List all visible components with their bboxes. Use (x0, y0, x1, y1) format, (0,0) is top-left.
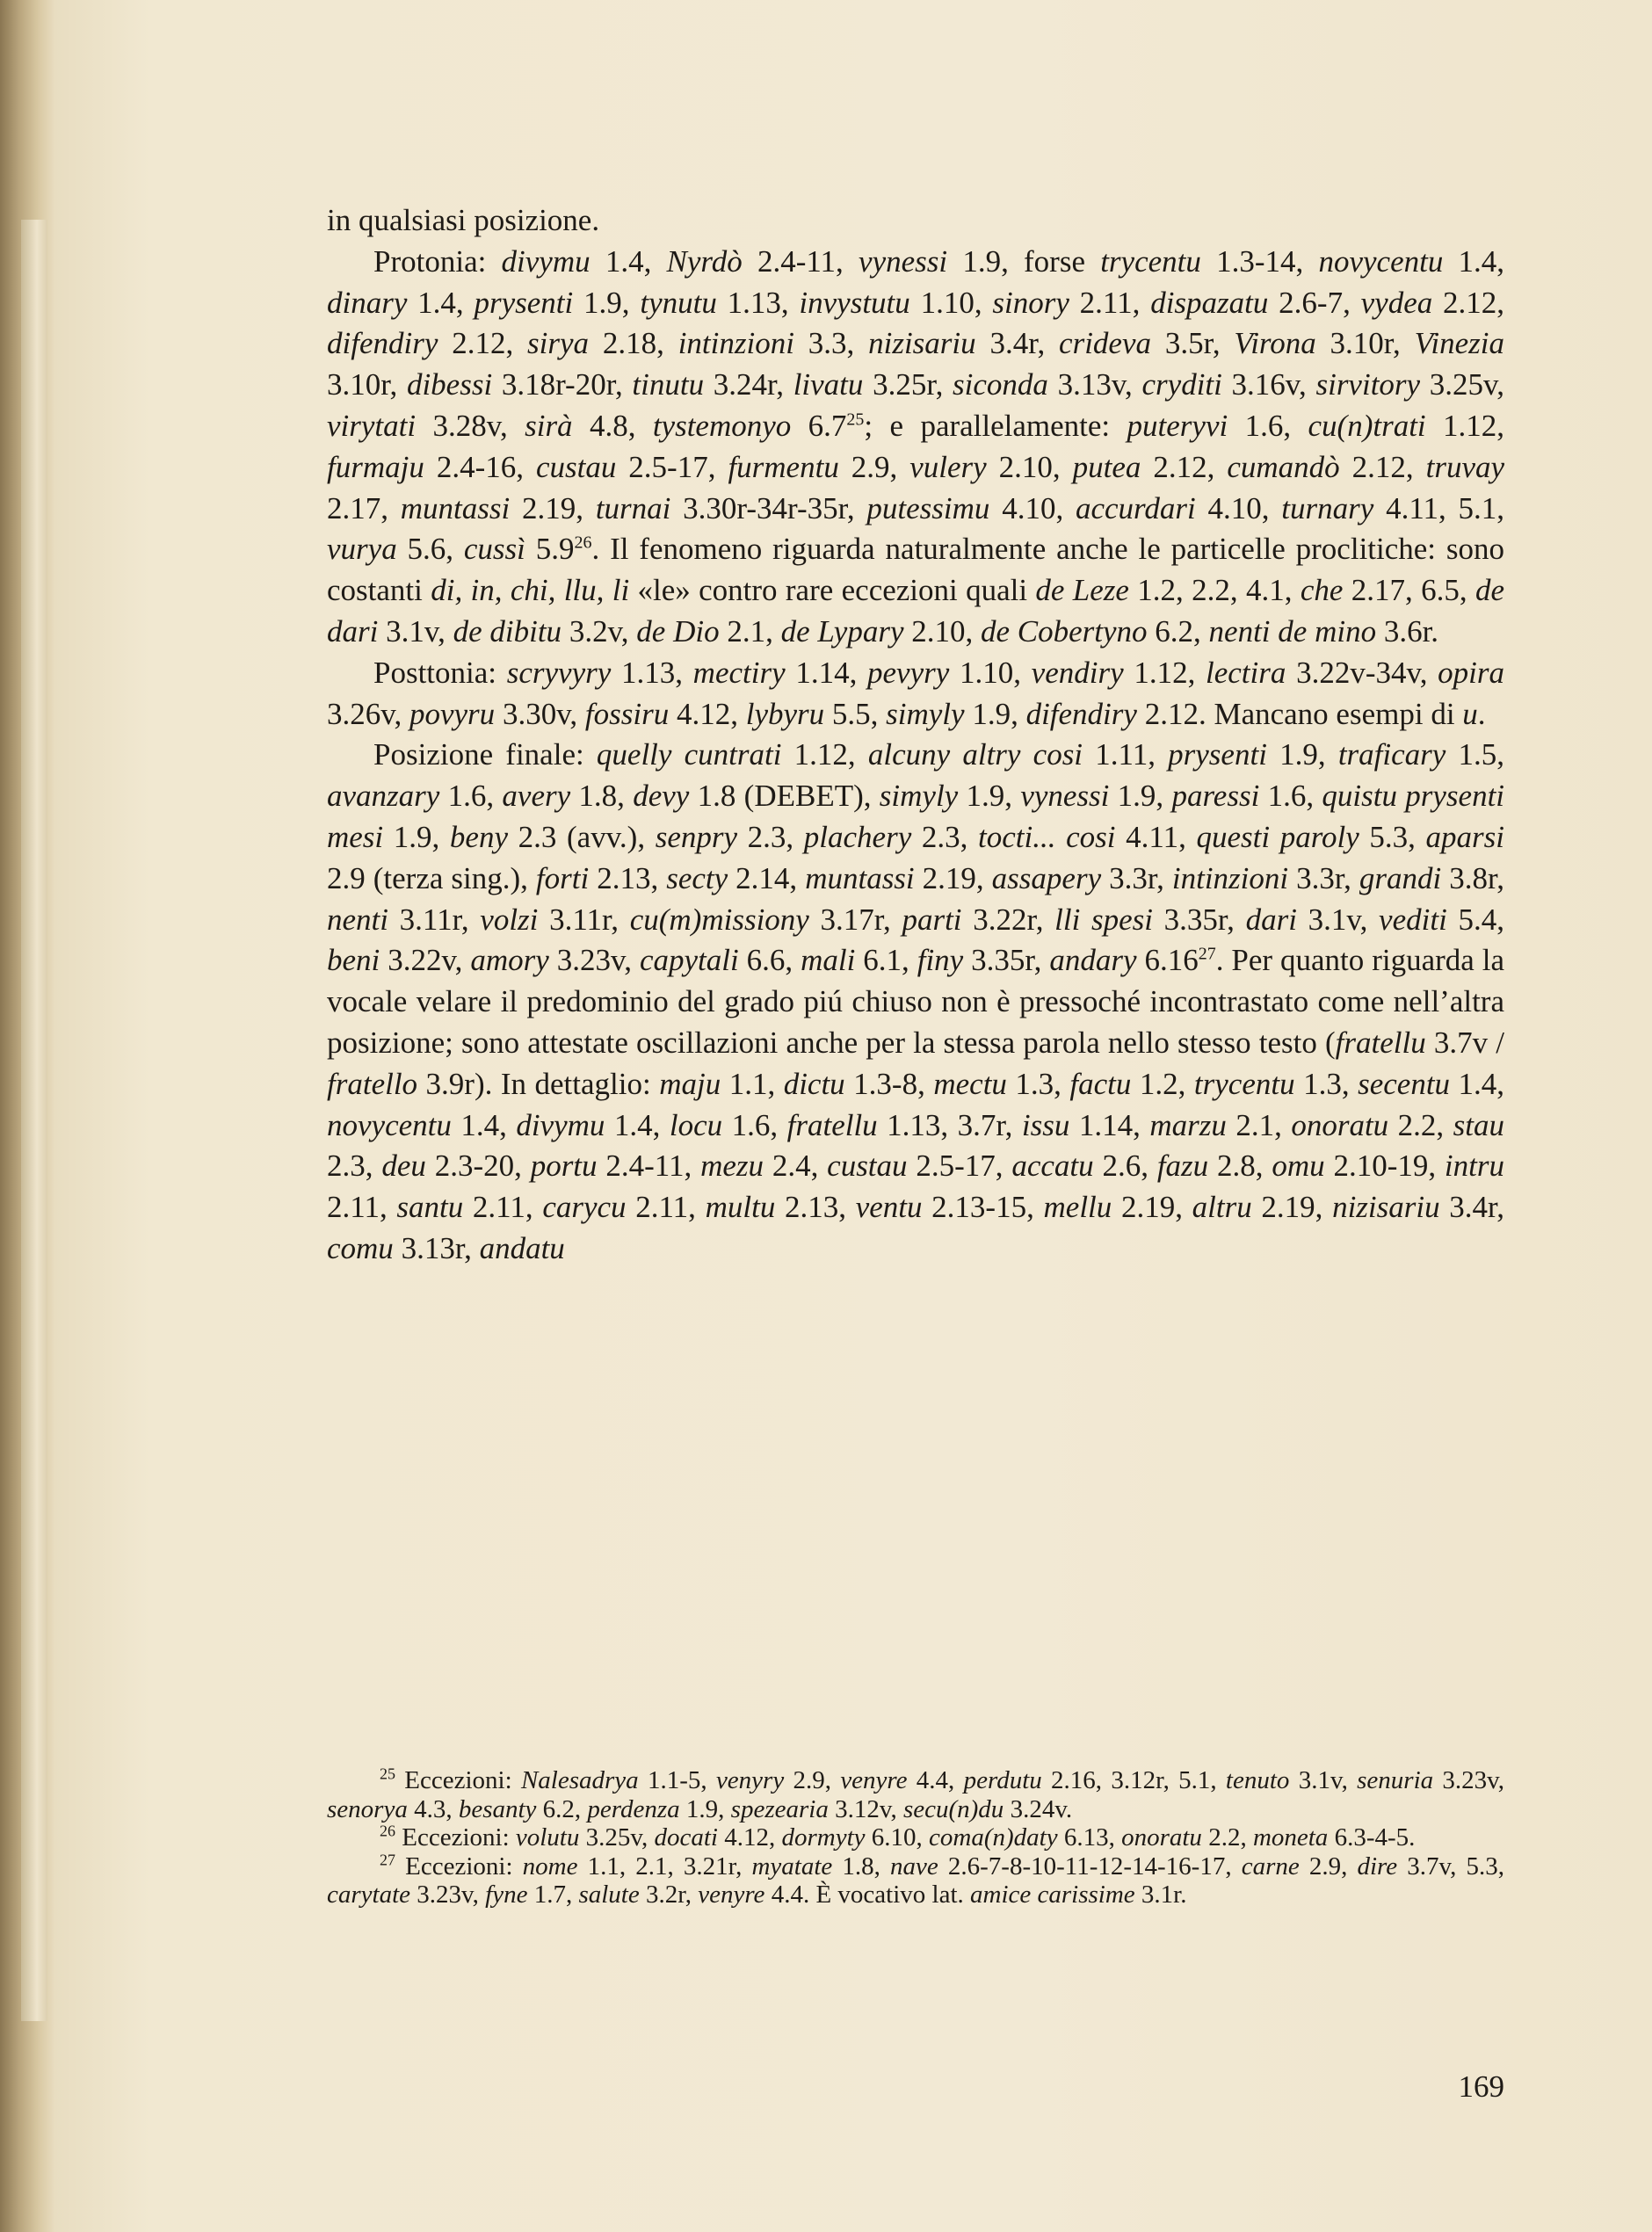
footnote-25: $^{25}$ Eccezioni: Nalesadrya 1.1-5, venyry 2.9, venyre 4.4, perdutu 2.16, 3.12r, 5.1, tenuto 3.1v, senuria 3.23v, senorya 4.3, besanty 6.2, perdenza 1.9, spezearia 3.12v, secu(n)du 3.24v. (327, 1765, 1505, 1823)
page-number: 169 (1458, 2069, 1504, 2104)
footnote-ref-25: 25 (846, 409, 865, 430)
paragraph-posizione-finale: Posizione finale: quelly cuntrati 1.12, alcuny altry cosi 1.11, prysenti 1.9, traficary 1.5, avanzary 1.6, avery 1.8, devy 1.8 (DEBET), simyly 1.9, vynessi 1.9, paressi 1.6, quistu prysenti mesi 1.9, beny 2.3 (avv.), senpry 2.3, plachery 2.3, tocti... cosi 4.11, questi paroly 5.3, aparsi 2.9 (terza sing.), forti 2.13, secty 2.14, muntassi 2.19, assapery 3.3r, intinzioni 3.3r, grandi 3.8r, nenti 3.11r, volzi 3.11r, cu(m)missiony 3.17r, parti 3.22r, lli spesi 3.35r, dari 3.1v, vediti 5.4, beni 3.22v, amory 3.23v, capytali 6.6, mali 6.1, finy 3.35r, andary 6.16$^{27}$. Per quanto riguarda la vocale velare il predominio del grado piú chiuso non è pressoché incontrastato come nell’altra posizione; sono attestate oscillazioni anche per la stessa parola nello stesso testo (fratellu 3.7v / fratello 3.9r). In dettaglio: maju 1.1, dictu 1.3-8, mectu 1.3, factu 1.2, trycentu 1.3, secentu 1.4, novycentu 1.4, divymu 1.4, locu 1.6, fratellu 1.13, 3.7r, issu 1.14, marzu 2.1, onoratu 2.2, stau 2.3, deu 2.3-20, portu 2.4-11, mezu 2.4, custau 2.5-17, accatu 2.6, fazu 2.8, omu 2.10-19, intru 2.11, santu 2.11, carycu 2.11, multu 2.13, ventu 2.13-15, mellu 2.19, altru 2.19, nizisariu 3.4r, comu 3.13r, andatu (327, 737, 1505, 1265)
footnotes (327, 1766, 1504, 1910)
book-page (54, 0, 1652, 2232)
paragraph-protonia: Protonia: divymu 1.4, Nyrdò 2.4-11, vynessi 1.9, forse trycentu 1.3-14, novycentu 1.4, dinary 1.4, prysenti 1.9, tynutu 1.13, invystutu 1.10, sinory 2.11, dispazatu 2.6-7, vydea 2.12, difendiry 2.12, sirya 2.18, intinzioni 3.3, nizisariu 3.4r, crideva 3.5r, Virona 3.10r, Vinezia 3.10r, dibessi 3.18r-20r, tinutu 3.24r, livatu 3.25r, siconda 3.13v, cryditi 3.16v, sirvitory 3.25v, virytati 3.28v, sirà 4.8, tystemonyo $6.7^{25}$; e parallelamente: puteryvi 1.6, cu(n)trati 1.12, furmaju 2.4-16, custau 2.5-17, furmentu 2.9, vulery 2.10, putea 2.12, cumandò 2.12, truvay 2.17, muntassi 2.19, turnai 3.30r-34r-35r, putessimu 4.10, accurdari 4.10, turnary 4.11, 5.1, vurya 5.6, cussì $5.9^{26}$. Il fenomeno riguarda naturalmente anche le particelle proclitiche: sono costanti di, in, chi, llu, li «le» contro rare eccezioni quali de Leze 1.2, 2.2, 4.1, che 2.17, 6.5, de dari 3.1v, de dibitu 3.2v, de Dio 2.1, de Lypary 2.10, de Cobertyno 6.2, nenti de mino 3.6r. (327, 243, 1505, 649)
footnote-ref-27: 27 (1198, 944, 1216, 964)
footnote-27: $^{27}$ Eccezioni: nome 1.1, 2.1, 3.21r, myatate 1.8, nave 2.6-7-8-10-11-12-14-16-17, carne 2.9, dire 3.7v, 5.3, carytate 3.23v, fyne 1.7, salute 3.2r, venyre 4.4. È vocativo lat. amice carissime 3.1r. (327, 1850, 1504, 1909)
footnote-ref-26: 26 (574, 533, 592, 553)
paragraph-posttonia: Posttonia: scryvyry 1.13, mectiry 1.14, pevyry 1.10, vendiry 1.12, lectira 3.22v-34v, opira 3.26v, povyru 3.30v, fossiru 4.12, lybyru 5.5, simyly 1.9, difendiry 2.12. Mancano esempi di u. (327, 655, 1505, 731)
page-edge-strip (21, 220, 47, 2021)
footnote-26: $^{26}$ Eccezioni: volutu 3.25v, docati 4.12, dormyty 6.10, coma(n)daty 6.13, onoratu 2.2, moneta 6.3-4-5. (380, 1822, 1416, 1852)
main-text (327, 200, 1504, 1270)
paragraph-intro: in qualsiasi posizione. (327, 203, 600, 237)
